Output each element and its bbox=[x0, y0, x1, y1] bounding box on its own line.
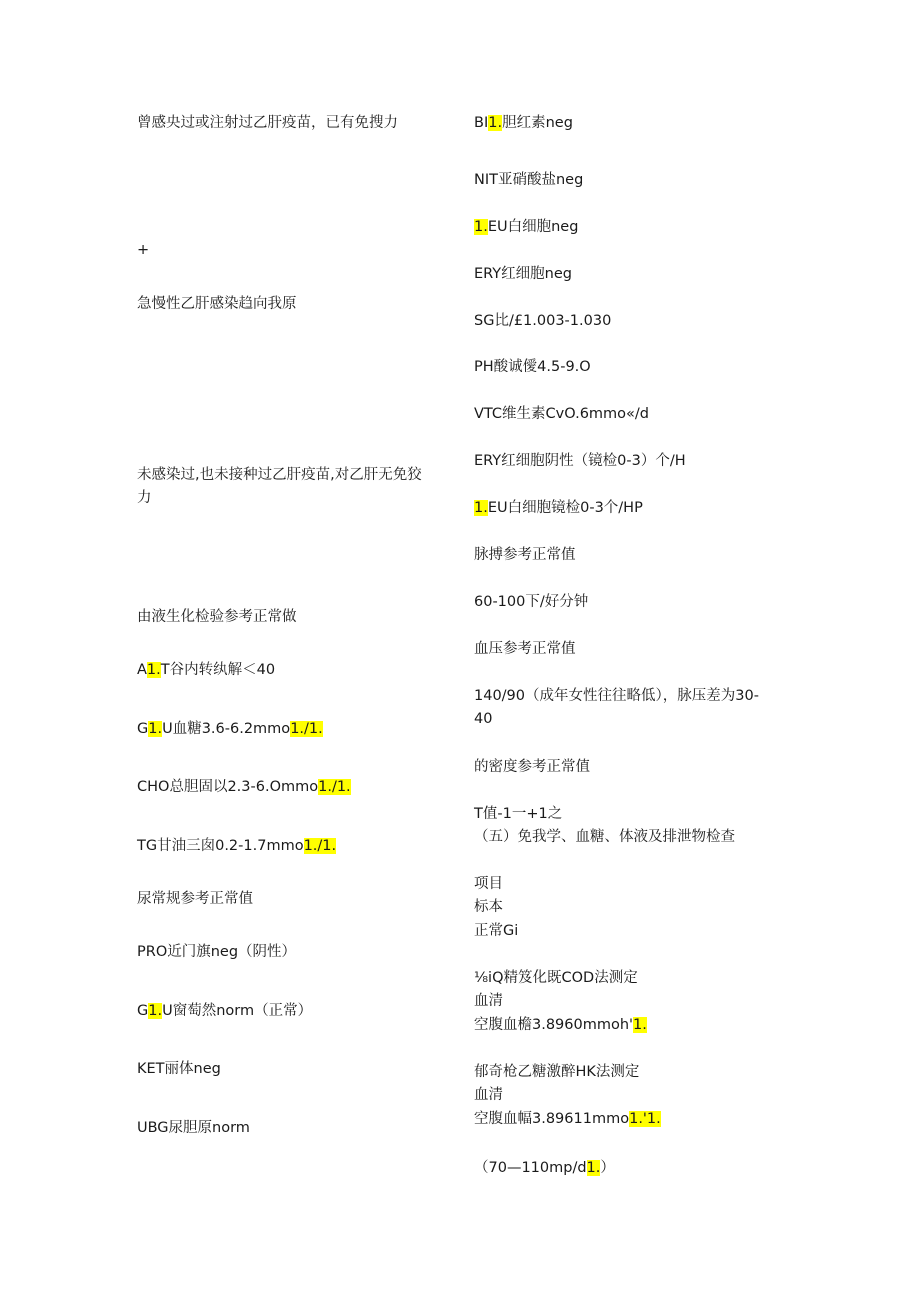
text-segment: 60-100下/好分钟 bbox=[474, 594, 589, 610]
text-line bbox=[137, 464, 422, 487]
text-segment: 脉搏参考正常值 bbox=[474, 547, 576, 563]
highlighted-text: 1. bbox=[488, 115, 503, 131]
table-header-normal bbox=[474, 920, 518, 943]
text-segment: ） bbox=[600, 1160, 615, 1176]
text-line bbox=[474, 685, 759, 708]
text-segment: （70—110mp∕d bbox=[474, 1160, 587, 1176]
text-segment: ERY红细胞阴性（镜检0-3）个/H bbox=[474, 453, 686, 469]
section-heading bbox=[474, 826, 735, 849]
text-segment: CHO总胆固以2.3-6.Ommo bbox=[137, 779, 319, 795]
text-segment: EU白细胞镜检0-3个/HP bbox=[487, 500, 643, 516]
text-line bbox=[474, 403, 649, 426]
highlighted-text: 1. bbox=[146, 662, 161, 678]
text-line bbox=[137, 293, 297, 316]
text-segment: EU白细胞neg bbox=[487, 219, 579, 235]
text-segment: 未感染过,也未接种过乙肝疫苗,对乙肝无免狡 bbox=[137, 467, 422, 483]
text-line bbox=[137, 776, 351, 799]
text-line bbox=[474, 216, 578, 239]
text-segment: 血清 bbox=[474, 1087, 503, 1103]
text-segment: G bbox=[137, 1003, 149, 1019]
text-segment: 空腹血檐3.8960mmoh' bbox=[474, 1017, 634, 1033]
highlighted-text: 1. bbox=[633, 1017, 647, 1033]
text-segment: 由液生化检验参考正常做 bbox=[137, 609, 297, 625]
section-heading bbox=[474, 638, 576, 661]
text-segment: 的密度参考正常值 bbox=[474, 759, 590, 775]
text-segment: 急慢性乙肝感染趋向我原 bbox=[137, 296, 297, 312]
section-heading bbox=[137, 888, 253, 911]
table-cell bbox=[474, 1157, 615, 1180]
text-segment: 血清 bbox=[474, 993, 503, 1009]
table-cell bbox=[474, 1084, 503, 1107]
text-segment: G bbox=[137, 721, 149, 737]
text-segment: 尿常规参考正常值 bbox=[137, 891, 253, 907]
text-line bbox=[137, 239, 149, 262]
text-segment: ⅛iQ精笈化既COD法测定 bbox=[474, 970, 638, 986]
text-segment: 郁奇枪乙糖激醉HK法测定 bbox=[474, 1064, 640, 1080]
text-segment: PRO近门旗neg（阴性） bbox=[137, 944, 297, 960]
table-header-specimen bbox=[474, 896, 503, 919]
highlighted-text: 1. bbox=[474, 219, 488, 235]
text-line bbox=[474, 803, 562, 826]
text-segment: 140/90（成年女性往往略低），脉压差为30- bbox=[474, 688, 759, 704]
highlighted-text: 1.'1. bbox=[629, 1111, 661, 1127]
text-line bbox=[474, 169, 583, 192]
section-heading bbox=[474, 544, 576, 567]
section-heading bbox=[474, 756, 590, 779]
text-segment: 血压参考正常值 bbox=[474, 641, 576, 657]
text-segment: VTC维生素CvO.6mmo«/d bbox=[474, 406, 649, 422]
text-line bbox=[137, 659, 275, 682]
text-line bbox=[474, 591, 588, 614]
highlighted-text: 1./1. bbox=[290, 721, 323, 737]
text-line bbox=[137, 1117, 250, 1140]
table-cell bbox=[474, 990, 503, 1013]
text-segment: NIT亚硝酸盐neg bbox=[474, 172, 584, 188]
text-segment: 胆红素neg bbox=[502, 115, 573, 131]
text-segment: + bbox=[137, 242, 150, 258]
text-line bbox=[474, 310, 611, 333]
text-line bbox=[137, 1058, 221, 1081]
table-cell bbox=[474, 1108, 661, 1131]
text-segment: 正常Gi bbox=[474, 923, 519, 939]
text-segment: T谷内转纨解＜40 bbox=[160, 662, 276, 678]
text-line bbox=[474, 450, 686, 473]
highlighted-text: 1./1. bbox=[303, 838, 337, 854]
table-header-item bbox=[474, 873, 503, 896]
text-segment: 项目 bbox=[474, 876, 503, 892]
text-segment: U血糖3.6-6.2mmo bbox=[162, 721, 291, 737]
text-segment: T值-1一+1之 bbox=[474, 806, 563, 822]
highlighted-text: 1. bbox=[474, 500, 488, 516]
text-segment: 力 bbox=[137, 490, 152, 506]
table-cell bbox=[474, 1061, 639, 1084]
text-segment: 40 bbox=[474, 711, 493, 727]
section-heading bbox=[137, 606, 297, 629]
text-line bbox=[137, 487, 152, 510]
text-line bbox=[137, 718, 323, 741]
text-segment: BI bbox=[474, 115, 489, 131]
text-line bbox=[137, 941, 296, 964]
text-segment: KET丽体neg bbox=[137, 1061, 221, 1077]
text-line bbox=[474, 356, 591, 379]
text-segment: SG比∕£1.003-1.030 bbox=[474, 313, 612, 329]
text-segment: A bbox=[137, 662, 147, 678]
table-cell bbox=[474, 1014, 647, 1037]
text-line bbox=[474, 708, 492, 731]
highlighted-text: 1. bbox=[148, 1003, 163, 1019]
text-segment: U窗萄然norm（正常） bbox=[162, 1003, 313, 1019]
text-line bbox=[137, 112, 398, 135]
highlighted-text: 1. bbox=[586, 1160, 601, 1176]
text-segment: UBG尿胆原norm bbox=[137, 1120, 250, 1136]
text-line bbox=[474, 112, 573, 135]
text-line bbox=[474, 497, 643, 520]
table-cell bbox=[474, 967, 638, 990]
text-line bbox=[137, 835, 336, 858]
highlighted-text: 1. bbox=[148, 721, 163, 737]
text-segment: （五）免我学、血糖、体液及排泄物检查 bbox=[474, 829, 735, 845]
highlighted-text: 1./1. bbox=[318, 779, 351, 795]
text-segment: 空腹血幅3.89611mmo bbox=[474, 1111, 630, 1127]
text-segment: PH酸诚僾4.5-9.O bbox=[474, 359, 591, 375]
text-segment: 曾感央过或注射过乙肝疫苗，已有免搜力 bbox=[137, 115, 398, 131]
text-line bbox=[137, 1000, 312, 1023]
text-segment: ERY红细胞neg bbox=[474, 266, 572, 282]
text-line bbox=[474, 263, 572, 286]
text-segment: 标本 bbox=[474, 899, 503, 915]
text-segment: TG甘油三囱0.2-1.7mmo bbox=[137, 838, 304, 854]
